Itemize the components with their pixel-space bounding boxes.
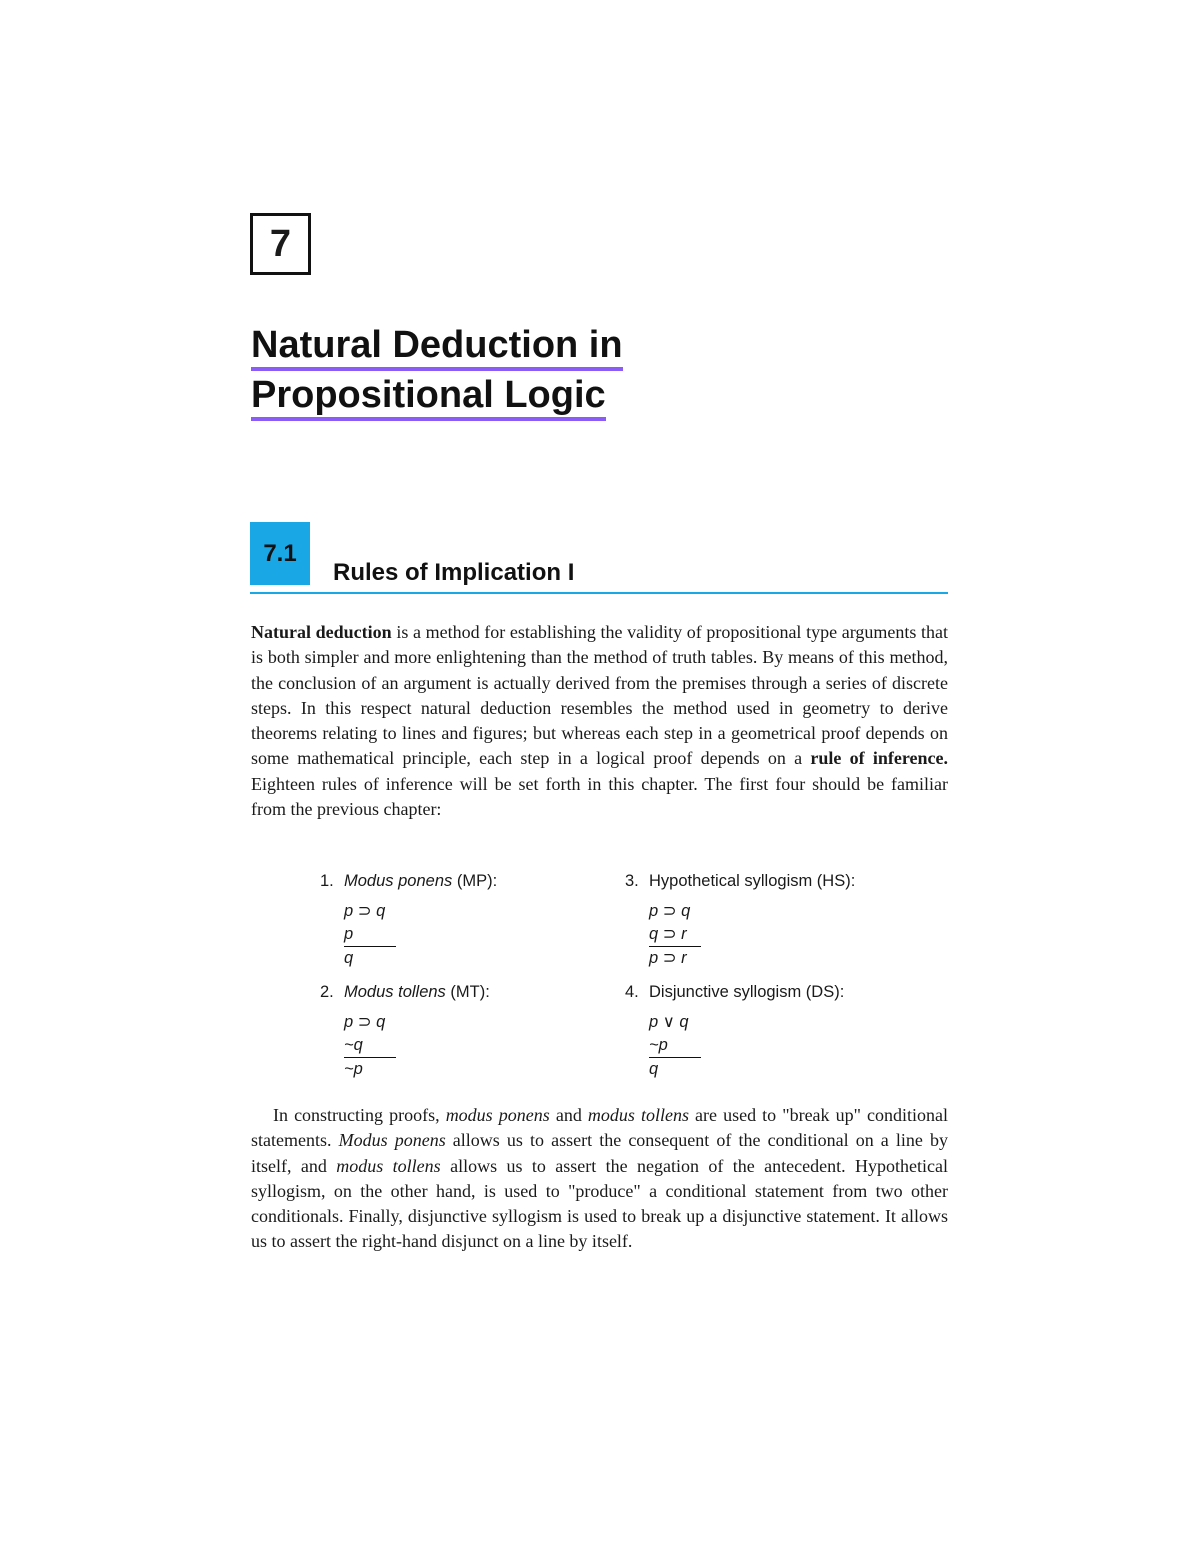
paragraph-text: In constructing proofs, bbox=[273, 1105, 446, 1125]
conclusion: p ⊃ r bbox=[649, 949, 687, 967]
rule-abbr: (MP): bbox=[452, 872, 498, 890]
paragraph-text: allows us to assert the negation of the antecedent. Hypothetical syllogism, on the other hand, is used to "produce" a conditional statement from two other conditionals. Finally, disjunctive syllogism is used to break up a disjunctive statement. It allows us to assert the right-hand disjunct on a line by itself. bbox=[251, 1155, 949, 1252]
premise-1: p ⊃ q bbox=[344, 1013, 386, 1031]
term-natural-deduction: Natural deduction bbox=[251, 622, 392, 642]
emphasis-modus-ponens: modus ponens bbox=[445, 1105, 550, 1125]
premise-2: ~q bbox=[344, 1034, 396, 1058]
paragraph-text: is a method for establishing the validity of propositional type arguments that is both simpler and more enlightening than the method of truth tables. By means of this method, the conclusion of an argument is actually derived from the premises through a series of discrete steps. In this respect natural deduction resembles the method used in geometry to derive theorems relating to lines and figures; but whereas each step in a geometrical proof depends on some mathematical principle, each step in a logical proof depends on a bbox=[251, 622, 949, 769]
rule-number: 1. bbox=[320, 872, 334, 890]
paragraph-text: allows us to assert the consequent of the conditional on a line by itself, and bbox=[251, 1130, 948, 1176]
premise-2: q ⊃ r bbox=[649, 923, 701, 947]
rule-name: Modus ponens bbox=[344, 872, 453, 890]
rule-name: Modus tollens bbox=[344, 983, 446, 1001]
paragraph-text: are used to "break up" conditional statements. bbox=[251, 1105, 949, 1151]
section-number-badge bbox=[250, 522, 310, 585]
emphasis-modus-tollens: modus tollens bbox=[336, 1155, 441, 1176]
chapter-title-line-1: Natural Deduction in bbox=[251, 323, 623, 371]
conclusion: q bbox=[649, 1060, 659, 1078]
rule-abbr: (MT): bbox=[445, 983, 490, 1001]
chapter-title bbox=[251, 322, 623, 421]
section-title: Rules of Implication I bbox=[333, 559, 575, 586]
premise-2: ~p bbox=[649, 1034, 701, 1058]
conclusion: q bbox=[344, 949, 354, 967]
rule-formula bbox=[344, 900, 580, 970]
premise-1: p ⊃ q bbox=[344, 902, 386, 920]
intro-paragraph bbox=[251, 620, 948, 822]
rule-formula bbox=[344, 1011, 580, 1081]
rule-modus-tollens bbox=[320, 981, 580, 1081]
rule-formula bbox=[649, 1011, 885, 1081]
chapter-number-box bbox=[250, 213, 311, 275]
rule-formula bbox=[649, 900, 885, 970]
rule-hypothetical-syllogism bbox=[625, 870, 885, 970]
premise-1: p ⊃ q bbox=[649, 902, 691, 920]
rule-name: Disjunctive syllogism (DS): bbox=[649, 983, 845, 1001]
paragraph-text: Eighteen rules of inference will be set forth in this chapter. The first four should be familiar from the previous chapter: bbox=[251, 773, 948, 820]
rule-name: Hypothetical syllogism (HS): bbox=[649, 872, 856, 890]
paragraph-text: and bbox=[549, 1105, 588, 1125]
chapter-title-line-2: Propositional Logic bbox=[251, 373, 606, 421]
emphasis-modus-tollens: modus tollens bbox=[587, 1105, 689, 1125]
rule-number: 2. bbox=[320, 983, 334, 1001]
rule-number: 4. bbox=[625, 983, 639, 1001]
emphasis-modus-ponens: Modus ponens bbox=[338, 1130, 446, 1151]
premise-2: p bbox=[344, 923, 396, 947]
explanation-paragraph bbox=[251, 1103, 948, 1255]
rule-number: 3. bbox=[625, 872, 639, 890]
section-number: 7.1 bbox=[263, 539, 297, 567]
rule-disjunctive-syllogism bbox=[625, 981, 885, 1081]
section-divider bbox=[250, 592, 948, 594]
chapter-number: 7 bbox=[269, 222, 292, 265]
rule-modus-ponens bbox=[320, 870, 580, 970]
term-rule-of-inference: rule of inference. bbox=[810, 748, 948, 769]
conclusion: ~p bbox=[344, 1060, 363, 1078]
premise-1: p ∨ q bbox=[649, 1013, 689, 1031]
